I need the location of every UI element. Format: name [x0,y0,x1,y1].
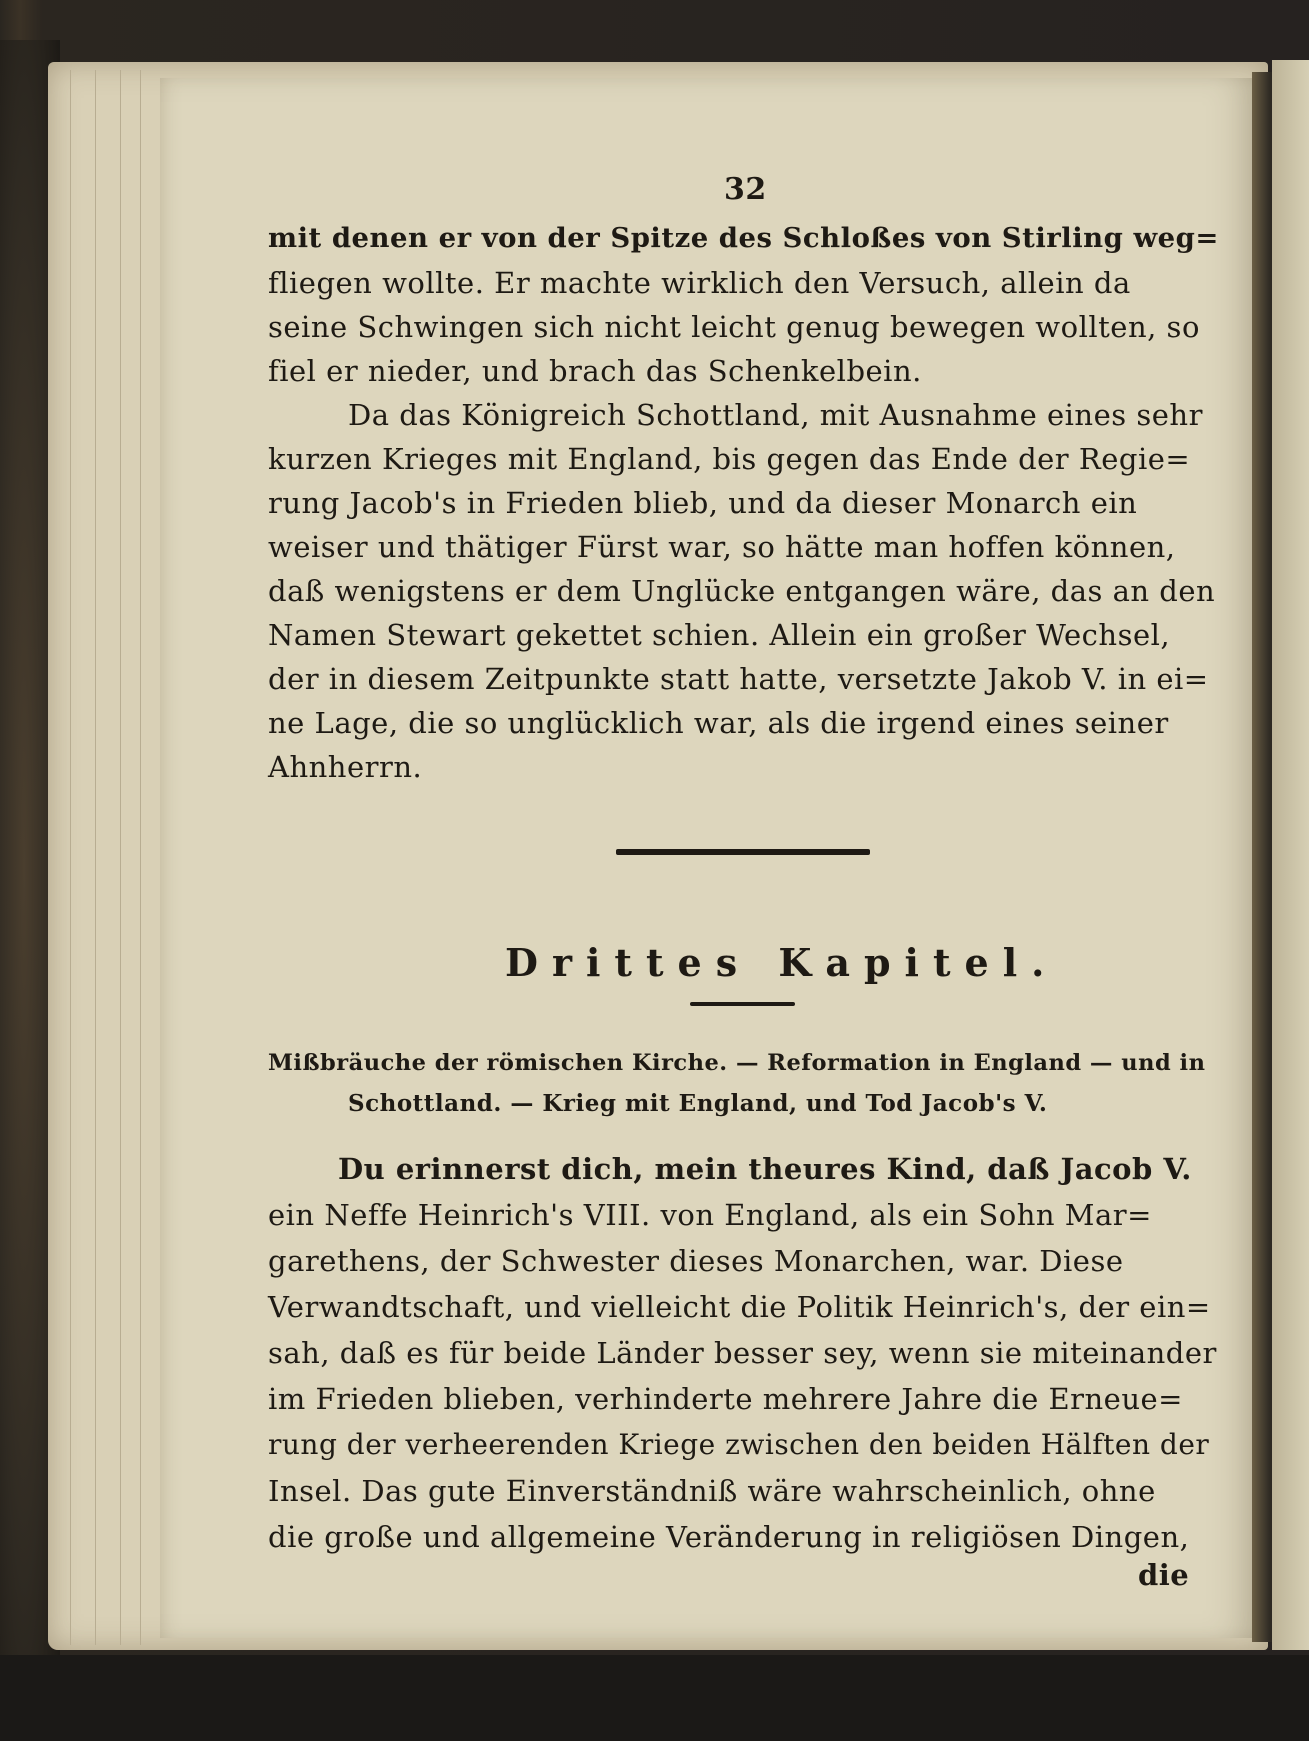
text-line: rung Jacob's in Frieden blieb, und da dieser Monarch ein [268,486,1138,520]
text-line: die große und allgemeine Veränderung in religiösen Dingen, [268,1520,1190,1554]
text-line: im Frieden blieben, verhinderte mehrere Jahre die Erneue= [268,1382,1183,1416]
text-line: fliegen wollte. Er machte wirklich den Versuch, allein da [268,266,1131,300]
text-line: ne Lage, die so unglücklich war, als die irgend eines seiner [268,706,1169,740]
text-line: kurzen Krieges mit England, bis gegen das Ende der Regie= [268,442,1191,476]
page-edge [120,70,131,1645]
catchword: die [1138,1558,1190,1592]
title-underline [690,1002,795,1006]
text-line: Du erinnerst dich, mein theures Kind, daß Jacob V. [338,1152,1192,1186]
page-edge [140,70,151,1645]
text-line: weiser und thätiger Fürst war, so hätte man hoffen können, [268,530,1176,564]
text-line: Insel. Das gute Einverständniß wäre wahrscheinlich, ohne [268,1474,1156,1508]
text-line: Ahnherrn. [268,750,423,784]
page-edge [70,70,81,1645]
text-line: daß wenigstens er dem Unglücke entgangen wäre, das an den [268,574,1216,608]
scan-bottom-band [0,1655,1309,1741]
divider-rule [616,849,870,855]
text-line: Da das Königreich Schottland, mit Ausnahme eines sehr [348,398,1203,432]
summary-line: Mißbräuche der römischen Kirche. — Reformation in England — und in [268,1050,1206,1076]
text-line: ein Neffe Heinrich's VIII. von England, als ein Sohn Mar= [268,1198,1152,1232]
text-line: Verwandtschaft, und vielleicht die Politik Heinrich's, der ein= [268,1290,1211,1324]
text-line: seine Schwingen sich nicht leicht genug bewegen wollten, so [268,310,1200,344]
page-number: 32 [724,172,767,207]
summary-line: Schottland. — Krieg mit England, und Tod Jacob's V. [348,1090,1048,1117]
facing-page-edge [1272,60,1309,1650]
text-line: Namen Stewart gekettet schien. Allein ein großer Wechsel, [268,618,1171,652]
text-line: der in diesem Zeitpunkte statt hatte, versetzte Jakob V. in ei= [268,662,1209,696]
text-line: rung der verheerenden Kriege zwischen den beiden Hälften der [268,1428,1210,1461]
text-line: fiel er nieder, und brach das Schenkelbein. [268,354,922,388]
text-line: mit denen er von der Spitze des Schloßes von Stirling weg= [268,222,1219,254]
text-line: sah, daß es für beide Länder besser sey, wenn sie miteinander [268,1336,1217,1370]
page-edge [95,70,106,1645]
chapter-title: Drittes Kapitel. [505,940,1059,985]
text-line: garethens, der Schwester dieses Monarchen, war. Diese [268,1244,1124,1278]
